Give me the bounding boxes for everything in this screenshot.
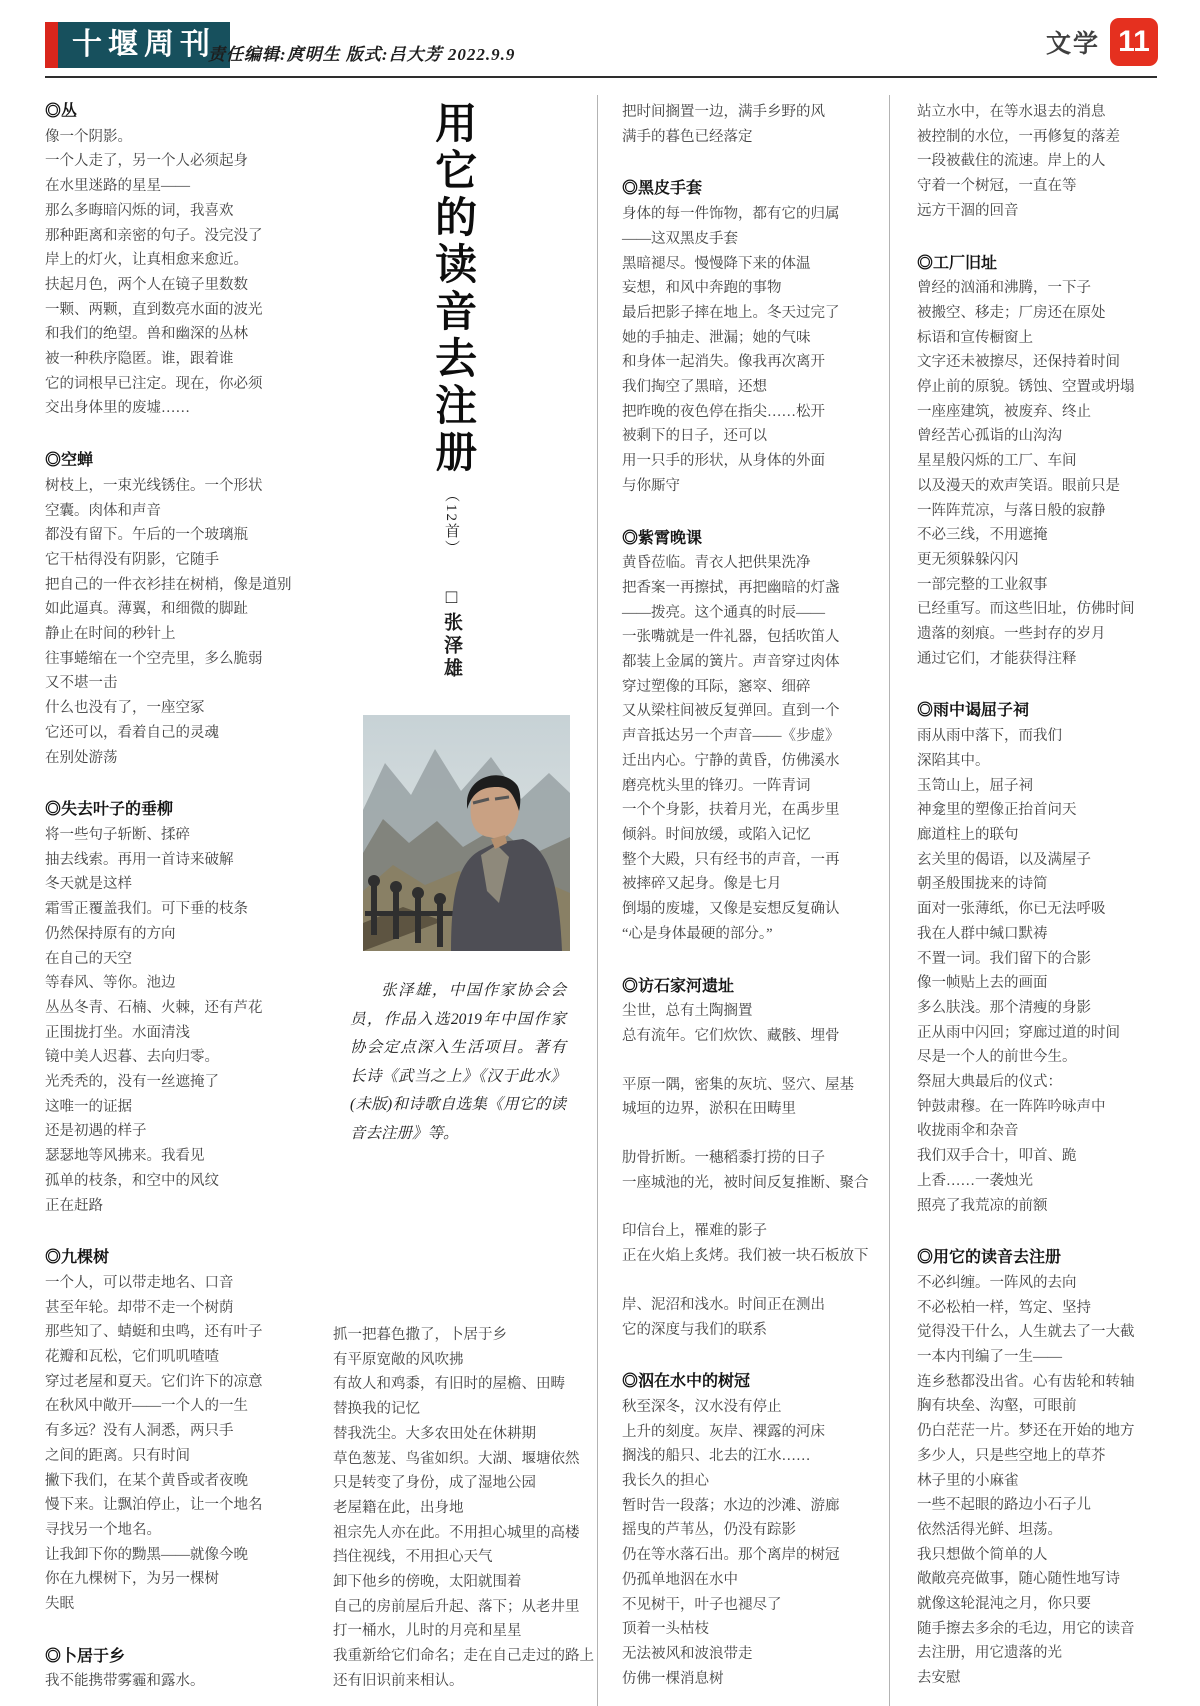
poem-line: 祖宗先人亦在此。不用担心城里的高楼 [333,1524,580,1541]
poem-line: 被搬空、移走；厂房还在原处 [917,304,1106,321]
poem-line: 这唯一的证据 [45,1098,132,1115]
poem-line: 玉笥山上，屈子祠 [917,777,1033,794]
poem-line: 磨亮枕头里的锋刃。一阵青词 [622,777,811,794]
poem-title: ◎九棵树 [45,1249,110,1267]
poem-line: 扶起月色，两个人在镜子里数数 [45,276,248,293]
poem-line: 顶着一头枯枝 [622,1621,709,1638]
poem-line: 深陷其中。 [917,752,990,769]
author-name: □张泽雄 [440,587,462,681]
poem-line: 替我洗尘。大多农田处在休耕期 [333,1425,536,1442]
masthead-logo [45,22,230,68]
poem-line: 她的手抽走、泄漏；她的气味 [622,329,811,346]
poem-line: 遗落的刻痕。一些封存的岁月 [917,626,1106,643]
poem-line: 和我们的绝望。兽和幽深的丛林 [45,326,248,343]
poem-line: 停止前的原貌。锈蚀、空置或坍塌 [917,379,1135,396]
poem-title: ◎访石家河遗址 [622,977,735,995]
main-title: 用它的读音去注册 [429,101,476,477]
poem-line: 祭屈大典最后的仪式： [917,1074,1062,1091]
poem-line: 在别处游荡 [45,749,118,766]
poem-title: ◎空蝉 [45,452,94,470]
stanza-gap [45,421,315,449]
poem-title: ◎失去叶子的垂柳 [45,801,174,819]
poem-line: 妄想，和风中奔跑的事物 [622,280,782,297]
poem-line: 更无须躲躲闪闪 [917,551,1019,568]
poem-line: 我们双手合十，叩首、跪 [917,1148,1077,1165]
poem-line: 被剩下的日子，还可以 [622,428,767,445]
poem-line: 尽是一个人的前世今生。 [917,1049,1077,1066]
poem-line: 你在九棵树下，为另一棵树 [45,1571,219,1588]
poem-line: 神龛里的塑像正抬首问天 [917,802,1077,819]
poem-line: 那些知了、蜻蜓和虫鸣，还有叶子 [45,1324,263,1341]
poem-line: 暂时告一段落；水边的沙滩、游廊 [622,1497,840,1514]
poem-line: 还有旧识前来相认。 [333,1672,464,1689]
poem-line: 与你厮守 [622,477,680,494]
poem-line: 曾经苦心孤诣的山沟沟 [917,428,1062,445]
poem-line: 有故人和鸡黍，有旧时的屋檐、田畴 [333,1376,565,1393]
poem-line: 面对一张薄纸，你已无法呼吸 [917,901,1106,918]
stanza-gap [45,1617,315,1645]
editor-credits: 责任编辑:庹明生 版式:吕大芳 2022.9.9 [208,45,516,64]
poem-line: 摇曳的芦苇丛，仍没有踪影 [622,1522,796,1539]
poem-line: 打一桶水，儿时的月亮和星星 [333,1623,522,1640]
page-number-badge: 11 [1110,18,1158,66]
author-photo [363,715,570,951]
poem-line: 又从梁柱间被反复弹回。直到一个 [622,703,840,720]
poem-line: 一颗、两颗，直到数亮水面的波光 [45,301,263,318]
poem-line: 甚至年轮。却带不走一个树荫 [45,1299,234,1316]
poem-line: 不必纠缠。一阵风的去向 [917,1274,1077,1291]
poem-line: 把时间搁置一边，满手乡野的风 [622,104,825,120]
poem-line: ——这双黑皮手套 [622,230,738,247]
poem-line: 替换我的记忆 [333,1401,420,1418]
poem-line: 朝圣般围拢来的诗简 [917,876,1048,893]
photo-caption: 张泽雄，中国作家协会会员，作品入选2019年中国作家协会定点深入生活项目。著有长诗《武当之上》《汉于此水》(未版)和诗歌自选集《用它的读音去注册》等。 [350,982,566,1142]
poem-line: 一个人走了，另一个人必须起身 [45,153,248,170]
poem-line: 城垣的边界，淤积在田畴里 [622,1101,796,1118]
poem-line: 冬天就是这样 [45,876,132,893]
poem-line: 孤单的枝条，和空中的风纹 [45,1172,219,1189]
poem-title: ◎用它的读音去注册 [917,1249,1062,1267]
poem-line: 仍白茫茫一片。梦还在开始的地方 [917,1423,1135,1440]
poem-line: 廊道柱上的联句 [917,826,1019,843]
poem-line: 就像这轮混沌之月，你只要 [917,1596,1091,1613]
poem-line: 我们掏空了黑暗，还想 [622,379,767,396]
poem-line: 我重新给它们命名；走在自己走过的路上 [333,1648,594,1665]
poem-line: 星星般闪烁的工厂、车间 [917,453,1077,470]
section-area [1046,18,1158,66]
poem-line: 有多远？没有人洞悉，两只手 [45,1423,234,1440]
poem-title: ◎黑皮手套 [622,180,703,198]
poem-line: 在自己的天空 [45,950,132,967]
poem-line: 通过它们，才能获得注释 [917,650,1077,667]
poem-line: 我长久的担心 [622,1473,709,1490]
poem-line: 不必松柏一样，笃定、坚持 [917,1299,1091,1316]
poem-line: 和身体一起消失。像我再次离开 [622,354,825,371]
poem-line: 寻找另一个地名。 [45,1521,161,1538]
poem-line: 上香……一袭烛光 [917,1172,1033,1189]
header-rule [45,76,1157,78]
stanza-gap [45,770,315,798]
stanza-gap [917,1218,1165,1246]
poem-line: 去注册，用它遗落的光 [917,1645,1062,1662]
poem-line: 我在人群中缄口默祷 [917,925,1048,942]
stanza-gap [622,1049,854,1073]
masthead-red-bar [45,22,58,68]
poem-line: 一个人，可以带走地名、口音 [45,1274,234,1291]
poem-line: 林子里的小麻雀 [917,1472,1019,1489]
poem-line: 抓一把暮色撒了，卜居于乡 [333,1327,507,1343]
poem-line: 标语和宣传橱窗上 [917,329,1033,346]
poem-line: ——拨亮。这个通真的时辰—— [622,604,825,621]
poem-line: 声音抵达另一个声音——《步虚》 [622,728,840,745]
poem-line: 有平原宽敞的风吹拂 [333,1351,464,1368]
poem-line: 上升的刻度。灰岸、裸露的河床 [622,1423,825,1440]
poem-line: 平原一隅，密集的灰坑、竖穴、屋基 [622,1076,854,1093]
poem-line: 自己的房前屋后升起、落下；从老井里 [333,1598,580,1615]
column-divider [889,95,890,1706]
poem-line: 站立水中，在等水退去的消息 [917,104,1106,120]
main-title-block [429,101,474,681]
stanza-gap [917,224,1165,252]
poem-line: 胸有块垒、沟壑，可眼前 [917,1398,1077,1415]
poem-line: 尘世，总有土陶搁置 [622,1003,753,1020]
poem-line: 已经重写。而这些旧址，仿佛时间 [917,601,1135,618]
poem-line: 又不堪一击 [45,675,118,692]
poem-column-3 [622,100,869,1691]
poem-line: 仍在等水落石出。那个离岸的树冠 [622,1547,840,1564]
title-column [333,95,594,1706]
poem-line: 在水里迷路的星星—— [45,178,190,195]
poem-title: ◎卜居于乡 [45,1647,126,1665]
stanza-gap [622,1122,854,1146]
poem-line: 印信台上，罹难的影子 [622,1223,767,1240]
poem-line: 它的词根早已注定。现在，你必须 [45,375,263,392]
column-divider [597,95,598,1706]
poem-line: 都没有留下。午后的一个玻璃瓶 [45,527,248,544]
poem-line: 以及漫天的欢声笑语。眼前只是 [917,477,1120,494]
poem-line: 如此逼真。薄翼，和细微的脚趾 [45,601,248,618]
poem-title: ◎工厂旧址 [917,254,998,272]
poem-title: ◎紫霄晚课 [622,529,703,547]
poem-line: 那么多晦暗闪烁的词，我喜欢 [45,202,234,219]
poem-line: 等春风、等你。池边 [45,975,176,992]
poem-line: 钟鼓肃穆。在一阵阵吟咏声中 [917,1098,1106,1115]
poem-line: 一座座建筑，被废弃、终止 [917,403,1091,420]
poem-line: 它还可以，看着自己的灵魂 [45,724,219,741]
poem-line: 将一些句子斩断、揉碎 [45,826,190,843]
poem-line: 无法被风和波浪带走 [622,1645,753,1662]
poem-line: 草色葱茏、鸟雀如织。大湖、堰塘依然 [333,1450,580,1467]
poem-line: 岸、泥沼和浅水。时间正在测出 [622,1296,825,1313]
poem-line: 去安慰 [917,1670,961,1687]
poem-line: 文字还未被擦尽，还保持着时间 [917,354,1120,371]
poem-line: 玄关里的偈语，以及满屋子 [917,851,1091,868]
poem-line: 让我卸下你的黝黑——就像今晚 [45,1546,248,1563]
poem-line: 慢下来。让飘泊停止，让一个地名 [45,1497,263,1514]
poem-line: 总有流年。它们炊饮、藏骸、埋骨 [622,1027,840,1044]
poem-line: 空囊。肉体和声音 [45,502,161,519]
stanza-gap [622,499,854,527]
poem-line: 多少人，只是些空地上的草芥 [917,1447,1106,1464]
poem-line: 秋至深冬，汉水没有停止 [622,1398,782,1415]
poem-line: 肋骨折断。一穗稻黍打捞的日子 [622,1150,825,1167]
poem-line: 它的深度与我们的联系 [622,1321,767,1338]
stanza-gap [622,1269,854,1293]
poem-line: 倾斜。时间放缓，或陷入记忆 [622,826,811,843]
poem-line: 搁浅的船只、北去的江水…… [622,1448,811,1465]
poem-line: 之间的距离。只有时间 [45,1447,190,1464]
poem-line: 被摔碎又起身。像是七月 [622,876,782,893]
poem-line: 身体的每一件饰物，都有它的归属 [622,206,840,223]
poem-column-4 [917,100,1165,1691]
poem-title: ◎泅在水中的树冠 [622,1373,751,1391]
poem-line: 只是转变了身份，成了湿地公园 [333,1475,536,1492]
poem-line: 把昨晚的夜色停在指尖……松开 [622,403,825,420]
poem-line: 黑暗褪尽。慢慢降下来的体温 [622,255,811,272]
poem-line: 黄昏莅临。青衣人把供果洗净 [622,555,811,572]
poem-line: 把自己的一件衣衫挂在树梢，像是道别 [45,576,292,593]
stanza-gap [917,671,1165,699]
poem-line: 岸上的灯火，让真相愈来愈近。 [45,252,248,269]
poem-line: 一张嘴就是一件礼器，包括吹笛人 [622,629,840,646]
poem-column-2-continuation [333,1323,594,1694]
poem-line: 都装上金属的簧片。声音穿过肉体 [622,654,840,671]
poem-line: 正从雨中闪回；穿廊过道的时间 [917,1024,1120,1041]
poem-line: 瑟瑟地等风拂来。我看见 [45,1148,205,1165]
poem-line: 撇下我们，在某个黄昏或者夜晚 [45,1472,248,1489]
poem-line: 用一只手的形状，从身体的外面 [622,453,825,470]
poem-line: 迁出内心。宁静的黄昏，仿佛溪水 [622,752,840,769]
poem-line: 觉得没干什么，人生就去了一大截 [917,1324,1135,1341]
poem-line: 正在赶路 [45,1197,103,1214]
stanza-gap [622,1342,854,1370]
poem-line: 老屋籍在此，出身地 [333,1499,464,1516]
main-title-count: （12首） [442,487,459,557]
stanza-gap [45,1218,315,1246]
poem-line: 静止在时间的秒针上 [45,626,176,643]
poem-line: 那种距离和亲密的句子。没完没了 [45,227,263,244]
stanza-gap [622,1195,854,1219]
poem-line: 丛丛冬青、石楠、火棘，还有芦花 [45,999,263,1016]
poem-line: 一部完整的工业叙事 [917,576,1048,593]
poem-line: 失眠 [45,1596,74,1613]
poem-line: 我只想做个简单的人 [917,1546,1048,1563]
poem-line: 卸下他乡的傍晚，太阳就围着 [333,1574,522,1591]
poem-line: 一些不起眼的路边小石子儿 [917,1497,1091,1514]
masthead-title: 十堰周刊 [58,22,230,68]
poem-line: 被一种秩序隐匿。谁，跟着谁 [45,351,234,368]
poem-line: 敞敞亮亮做事，随心随性地写诗 [917,1571,1120,1588]
poem-line: 收拢雨伞和杂音 [917,1123,1019,1140]
poem-line: 它干枯得没有阴影，它随手 [45,551,219,568]
section-label: 文学 [1045,30,1100,58]
poem-line: 仍孤单地泅在水中 [622,1571,738,1588]
poem-line: 什么也没有了，一座空冢 [45,700,205,717]
poem-line: 光秃秃的，没有一丝遮掩了 [45,1074,219,1091]
poem-line: 我不能携带雾霾和露水。 [45,1673,205,1690]
poem-line: 交出身体里的废墟…… [45,400,190,417]
poem-line: 花瓣和瓦松，它们叽叽喳喳 [45,1349,219,1366]
poem-line: 不见树干，叶子也褪尽了 [622,1596,782,1613]
poem-line: 树枝上，一束光线锈住。一个形状 [45,477,263,494]
poem-line: 守着一个树冠，一直在等 [917,178,1077,195]
poem-line: 穿过塑像的耳际，窸窣、细碎 [622,678,811,695]
poem-line: 把香案一再擦拭，再把幽暗的灯盏 [622,579,840,596]
poem-line: 照亮了我荒凉的前额 [917,1197,1048,1214]
poem-line: 往事蜷缩在一个空壳里，多么脆弱 [45,650,263,667]
poem-line: 满手的暮色已经落定 [622,128,753,145]
poem-line: 还是初遇的样子 [45,1123,147,1140]
poem-line: 霜雪正覆盖我们。可下垂的枝条 [45,901,248,918]
poem-line: 最后把影子摔在地上。冬天过完了 [622,304,840,321]
poem-line: 整个大殿，只有经书的声音，一再 [622,851,840,868]
poem-title: ◎丛 [45,103,78,120]
poem-column-1 [45,100,315,1694]
poem-line: 倒塌的废墟，又像是妄想反复确认 [622,901,840,918]
poem-line: 曾经的汹涌和沸腾，一下子 [917,280,1091,297]
poem-title: ◎雨中谒屈子祠 [917,702,1030,720]
poem-line: 一本内刊编了一生—— [917,1349,1062,1366]
poem-line: 雨从雨中落下，而我们 [917,728,1062,745]
poem-line: 一段被截住的流速。岸上的人 [917,153,1106,170]
poem-line: 在秋风中敞开——一个人的一生 [45,1398,248,1415]
poem-line: 正围拢打坐。水面清浅 [45,1024,190,1041]
author-photo-image [363,715,570,951]
poem-line: 像一帧贴上去的画面 [917,975,1048,992]
poem-line: 一座城池的光，被时间反复推断、聚合 [622,1174,869,1191]
poem-line: 不置一词。我们留下的合影 [917,950,1091,967]
poem-line: 远方干涸的回音 [917,202,1019,219]
stanza-gap [622,947,854,975]
poem-line: 像一个阴影。 [45,128,132,145]
poem-line: 一阵阵荒凉，与落日般的寂静 [917,502,1106,519]
poem-line: 随手擦去多余的毛边，用它的读音 [917,1620,1135,1637]
poem-line: “心是身体最硬的部分。” [622,925,773,942]
poem-line: 仿佛一棵消息树 [622,1670,724,1687]
poem-line: 镜中美人迟暮、去向归零。 [45,1049,219,1066]
poem-line: 仍然保持原有的方向 [45,925,176,942]
stanza-gap [622,149,854,177]
poem-line: 一个个身影，扶着月光，在禹步里 [622,802,840,819]
poem-line: 穿过老屋和夏天。它们许下的凉意 [45,1373,263,1390]
poem-line: 连乡愁都没出省。心有齿轮和转轴 [917,1373,1135,1390]
poem-line: 正在火焰上炙烤。我们被一块石板放下 [622,1248,869,1265]
poem-line: 被控制的水位，一再修复的落差 [917,128,1120,145]
poem-line: 抽去线索。再用一首诗来破解 [45,851,234,868]
poem-line: 依然活得光鲜、坦荡。 [917,1521,1062,1538]
poem-line: 不必三线，不用遮掩 [917,527,1048,544]
poem-line: 多么肤浅。那个清瘦的身影 [917,999,1091,1016]
poem-line: 挡住视线，不用担心天气 [333,1549,493,1566]
